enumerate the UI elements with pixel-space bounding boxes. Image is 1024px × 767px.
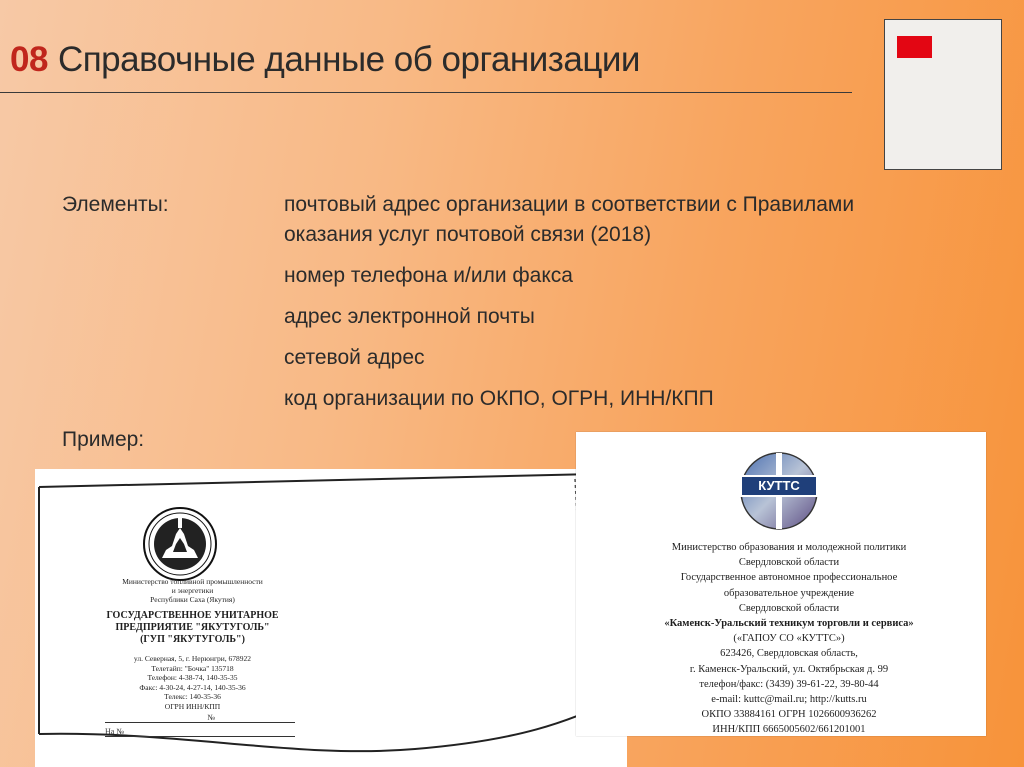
letterhead-sample-2 — [576, 432, 986, 736]
email-website: e-mail: kuttc@mail.ru; http://kutts.ru — [711, 694, 867, 706]
requisite-address: ул. Северная, 5, г. Нерюнгри, 678922 — [133, 654, 252, 663]
postal-code-region: 623426, Свердловская область, — [720, 648, 858, 660]
org-line-1: ГОСУДАРСТВЕННОЕ УНИТАРНОЕ — [106, 610, 279, 621]
org-line-2: ПРЕДПРИЯТИЕ "ЯКУТУГОЛЬ" — [115, 622, 270, 633]
requisite-teletype: Телетайп: "Бочка" 135718 — [151, 663, 234, 673]
okpo-ogrn: ОКПО 33884161 ОГРН 1026600936262 — [701, 709, 877, 721]
element-email: адрес электронной почты — [284, 305, 535, 328]
reference-line: На № — [105, 727, 295, 737]
ministry-line-1: Министерство топливной промышленности — [122, 577, 263, 586]
requisite-ogrn-inn: ОГРН ИНН/КПП — [164, 701, 221, 711]
ministry-line: Министерство образования и молодежной политики — [671, 542, 907, 553]
title-underline — [0, 92, 852, 93]
letterhead-2-text — [624, 540, 954, 736]
element-phone-fax: номер телефона и/или факса — [284, 264, 573, 287]
inn-kpp: ИНН/КПП 6665005602/661201001 — [712, 724, 866, 736]
ministry-line-3: Республики Саха (Якутия) — [150, 595, 235, 604]
elements-list — [284, 190, 944, 425]
region-line-1: Свердловской области — [738, 557, 840, 569]
slide-title-text: Справочные данные об организации — [57, 40, 640, 79]
letterhead-1-text — [105, 577, 280, 711]
ministry-line-2: и энергетики — [171, 586, 214, 595]
institution-type-line-1: Государственное автономное профессиональное — [680, 572, 898, 584]
slide-title — [10, 40, 640, 80]
phone-fax: телефон/факс: (3439) 39-61-22, 39-80-44 — [699, 678, 879, 690]
kutts-logo-text: КУТТС — [758, 478, 800, 493]
element-web-address: сетевой адрес — [284, 346, 425, 369]
requisite-fax: Факс: 4-30-24, 4-27-14, 140-35-36 — [139, 682, 246, 692]
example-label: Пример: — [62, 428, 145, 451]
slide-number: 08 — [10, 40, 48, 79]
coat-of-arms-emblem-icon — [140, 504, 220, 584]
institution-type-line-2: образовательное учреждение — [723, 587, 855, 599]
org-line-3: (ГУП "ЯКУТУГОЛЬ") — [140, 634, 245, 645]
street-address: г. Каменск-Уральский, ул. Октябрьская д. 99 — [689, 663, 889, 675]
red-flag-mark — [897, 36, 932, 58]
org-short-name: («ГАПОУ СО «КУТТС») — [733, 633, 845, 645]
element-postal-address: почтовый адрес организации в соответствии с Правилами оказания услуг почтовой связи (2018) — [284, 193, 855, 246]
org-full-name: «Каменск-Уральский техникум торговли и сервиса» — [664, 618, 914, 630]
letterhead-sample-1 — [35, 469, 627, 767]
requisite-telex: Телекс: 140-35-36 — [164, 692, 221, 701]
corner-decoration — [884, 19, 1002, 170]
element-org-codes: код организации по ОКПО, ОГРН, ИНН/КПП — [284, 387, 714, 410]
date-number-line: № — [105, 713, 295, 723]
requisite-phone: Телефон: 4-38-74, 140-35-35 — [147, 673, 238, 682]
region-line-2: Свердловской области — [738, 602, 840, 614]
elements-label: Элементы: — [62, 193, 169, 216]
